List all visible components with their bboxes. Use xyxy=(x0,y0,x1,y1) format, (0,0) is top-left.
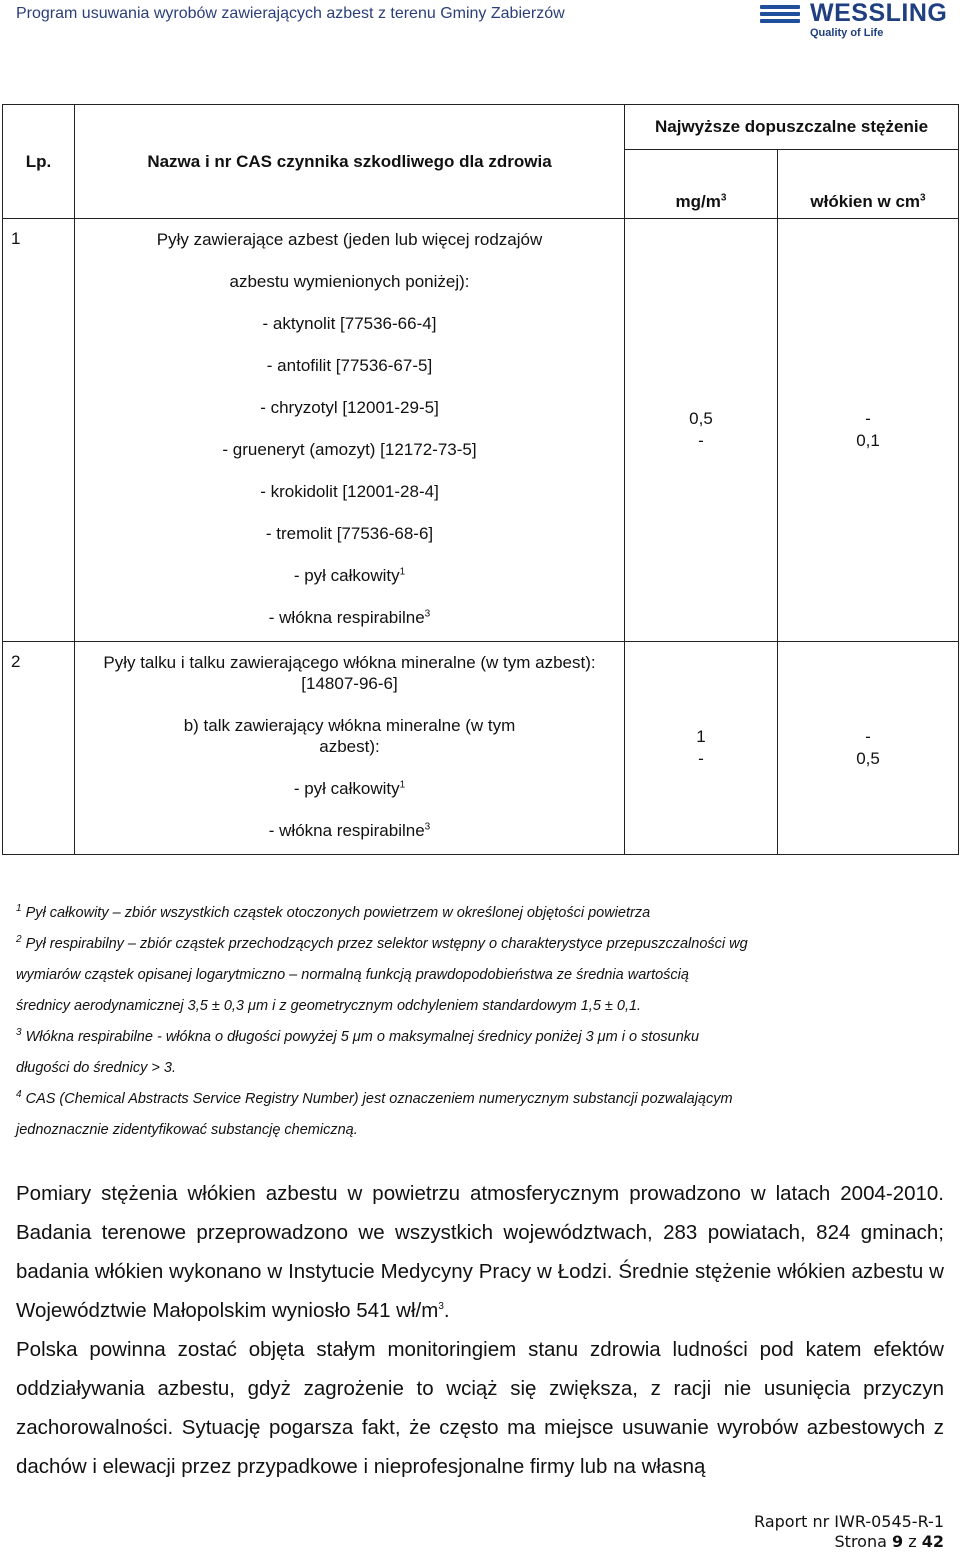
table-header-row xyxy=(3,105,959,150)
footnote-continued: jednoznacznie zidentyfikować substancję chemiczną. xyxy=(16,1122,358,1138)
row-fibres-value: - 0,5 xyxy=(778,642,959,855)
header-fibres: włókien w $cm^3$ xyxy=(778,150,959,219)
footnote: $^3$ Włókna respirabilne - włókna o długości powyżej 5 μm o maksymalnej średnicy poniżej 3 μm i o stosunku xyxy=(16,1027,700,1045)
footnote-continued: długości do średnicy > 3. xyxy=(16,1060,176,1076)
table-row xyxy=(3,642,959,855)
footnote: $^4$ CAS (Chemical Abstracts Service Registry Number) jest oznaczeniem numerycznym substancji pozwalającym xyxy=(16,1089,733,1107)
header-lp: Lp. xyxy=(3,105,75,219)
limits-table xyxy=(2,104,959,855)
report-number: Raport nr IWR-0545-R-1 xyxy=(754,1512,944,1531)
table-row xyxy=(3,219,959,642)
page-footer xyxy=(754,1512,944,1552)
header-limit: Najwyższe dopuszczalne stężenie xyxy=(625,105,959,150)
header-mg: $mg/m^3$ xyxy=(625,150,778,219)
logo-tagline: Quality of Life xyxy=(810,27,884,39)
row-substance: Pyły zawierające azbest (jeden lub więcej rodzajów azbestu wymienionych poniżej): - aktynolit [77536-66-4] - antofilit [77536-67-5] - chryzotyl [12001-29-5] - grueneryt (amozyt) [12172-73-5] - krokidolit [12001-28-4] - tremolit [77536-68-6] - pył całkowity$^1$ - włókna respirabilne$^3$ xyxy=(75,219,625,642)
footnote: $^1$ Pył całkowity – zbiór wszystkich cząstek otoczonych powietrzem w określonej objętości powietrza xyxy=(16,903,651,921)
row-substance: Pyły talku i talku zawierającego włókna mineralne (w tym azbest): [14807-96-6] b) talk zawierający włókna mineralne (w tym azbest): - pył całkowity$^1$ - włókna respirabilne$^3$ xyxy=(75,642,625,855)
logo-name: WESSLING xyxy=(810,0,948,27)
row-mg-value: 0,5 - xyxy=(625,219,778,642)
document-title: Program usuwania wyrobów zawierających azbest z terenu Gminy Zabierzów xyxy=(16,5,565,22)
wessling-logo xyxy=(760,2,950,40)
row-fibres-value: - 0,1 xyxy=(778,219,959,642)
header-name: Nazwa i nr CAS czynnika szkodliwego dla zdrowia xyxy=(75,105,625,219)
row-number: 1 xyxy=(3,219,75,642)
paragraph: Polska powinna zostać objęta stałym monitoringiem stanu zdrowia ludności pod katem efektów oddziaływania azbestu, gdyż zagrożenie to wciąż się zwiększa, z racji nie usunięcia przyczyn zachorowalności. Sytuację pogarsza fakt, że często ma miejsce usuwanie wyrobów azbestowych z dachów i elewacji przez przypadkowe i nieprofesjonalne firmy lub na własną xyxy=(16,1338,944,1478)
footnote: $^2$ Pył respirabilny – zbiór cząstek przechodzących przez selektor wstępny o charakterystyce przepuszczalności wg xyxy=(16,934,748,952)
paragraph: Pomiary stężenia włókien azbestu w powietrzu atmosferycznym prowadzono w latach 2004-2010. Badania terenowe przeprowadzono we wszystkich województwach, 283 powiatach, 824 gminach; badania włókien wykonano w Instytucie Medycyny Pracy w Łodzi. Średnie stężenie włókien azbestu w Województwie Małopolskim wyniosło 541 $wł/m^3$. xyxy=(16,1182,944,1322)
row-mg-value: 1 - xyxy=(625,642,778,855)
logo-mark-icon xyxy=(760,5,800,25)
page-number: Strona 9 z 42 xyxy=(834,1532,944,1551)
footnote-continued: średnicy aerodynamicznej 3,5 ± 0,3 μm i z geometrycznym odchyleniem standardowym 1,5 ± 0,1. xyxy=(16,998,642,1014)
row-number: 2 xyxy=(3,642,75,855)
body-text xyxy=(16,1174,944,1486)
footnotes xyxy=(16,898,946,1146)
footnote-continued: wymiarów cząstek opisanej logarytmiczno – normalną funkcją prawdopodobieństwa ze średnia wartością xyxy=(16,967,689,983)
